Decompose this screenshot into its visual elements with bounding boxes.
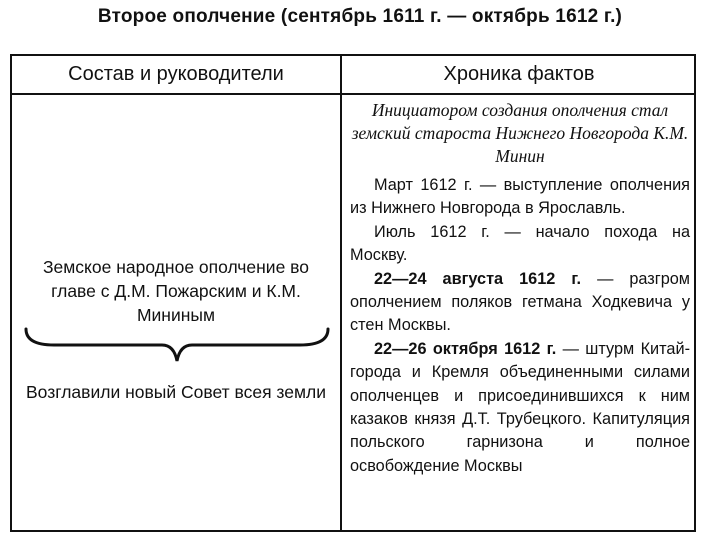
fact-date: Март 1612 г.	[374, 176, 473, 194]
header-chronicle: Хроника фактов	[443, 63, 595, 85]
council-text: Возглавили новый Совет всея земли	[25, 382, 326, 402]
fact-item	[350, 338, 690, 478]
fact-text: — штурм Китай-города и Кремля объединенными силами ополченцев и присоединившихся к ним казаков князя Д.Т. Трубецкого. Капитуляция польского гарнизона и полное освобождение Москвы	[350, 339, 690, 475]
fact-date: 22—24 августа 1612 г.	[374, 269, 582, 288]
chronicle-table	[10, 54, 696, 532]
curly-brace-icon	[24, 325, 330, 365]
chronicle-cell	[350, 99, 690, 478]
composition-text: Земское народное ополчение во главе с Д.М. Пожарским и К.М. Мининым	[42, 257, 310, 325]
page-title: Второе ополчение (сентябрь 1611 г. — октябрь 1612 г.)	[97, 6, 623, 27]
fact-item	[350, 221, 690, 268]
column-divider	[340, 56, 342, 530]
fact-text: — начало похода на Москву.	[350, 222, 690, 265]
fact-text: — выступление ополчения из Нижнего Новгорода в Ярославль.	[350, 176, 690, 218]
header-composition: Состав и руководители	[68, 63, 284, 85]
fact-date: Июль 1612 г.	[374, 222, 490, 241]
fact-item	[350, 268, 690, 338]
fact-item	[350, 174, 690, 221]
initiator-note: Инициатором создания ополчения стал земский староста Нижнего Новгорода К.М. Минин	[351, 100, 689, 166]
fact-date: 22—26 октября 1612 г.	[374, 339, 557, 358]
composition-cell	[12, 95, 340, 532]
fact-text: — разгром ополчением поляков гетмана Ходкевича у стен Москвы.	[350, 269, 691, 335]
facts-list	[350, 174, 690, 478]
